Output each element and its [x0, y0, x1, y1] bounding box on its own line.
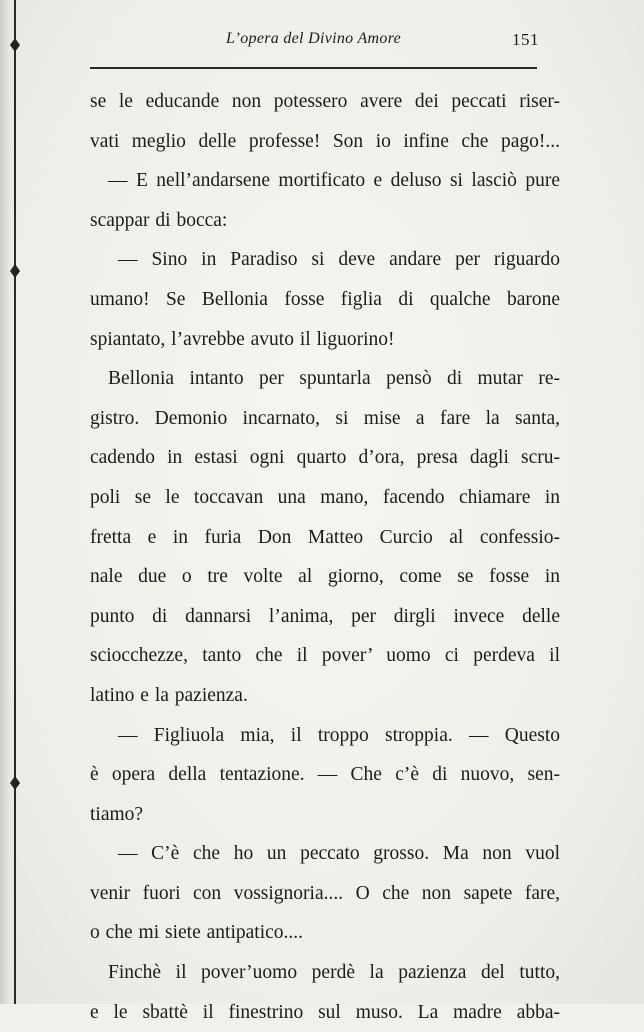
text-line: gistro. Demonio incarnato, si mise a fare la santa, [90, 407, 560, 429]
body-text [90, 82, 560, 1032]
text-line: vati meglio delle professe! Son io infine che pago!... [90, 130, 560, 152]
binding-thread-icon [8, 264, 22, 278]
text-line: o che mi siete antipatico.... [90, 922, 304, 944]
page-number: 151 [512, 30, 539, 49]
text-line: sciocchezze, tanto che il pover’ uomo ci perdeva il [90, 645, 560, 667]
header-rule [90, 67, 537, 69]
text-line: — E nell’andarsene mortificato e deluso si lasciò pure [108, 170, 560, 192]
text-line: cadendo in estasi ogni quarto d’ora, presa dagli scru- [90, 447, 560, 469]
text-line: è opera della tentazione. — Che c’è di nuovo, sen- [90, 764, 560, 786]
text-line: venir fuori con vossignoria.... O che non sapete fare, [90, 882, 560, 904]
page-header [0, 30, 644, 54]
text-line: nale due o tre volte al giorno, come se fosse in [90, 566, 560, 588]
text-line: punto di dannarsi l’anima, per dirgli invece delle [90, 605, 560, 627]
text-line: latino e la pazienza. [90, 684, 248, 706]
text-line: — Figliuola mia, il troppo stroppia. — Questo [118, 724, 560, 746]
text-line: umano! Se Bellonia fosse figlia di qualche barone [90, 288, 560, 310]
text-line: scappar di bocca: [90, 209, 228, 231]
text-line: fretta e in furia Don Matteo Curcio al confessio- [90, 526, 560, 548]
text-line: e le sbattè il finestrino sul muso. La madre abba- [90, 1001, 560, 1023]
text-line: Finchè il pover’uomo perdè la pazienza del tutto, [108, 962, 560, 984]
text-line: — C’è che ho un peccato grosso. Ma non vuol [118, 843, 560, 865]
text-line: spiantato, l’avrebbe avuto il liguorino! [90, 328, 395, 350]
text-line: poli se le toccavan una mano, facendo chiamare in [90, 486, 560, 508]
text-line: tiamo? [90, 803, 144, 825]
running-title: L’opera del Divino Amore [226, 30, 402, 47]
text-line: se le educande non potessero avere dei peccati riser- [90, 91, 560, 112]
binding-line [14, 0, 16, 1004]
binding-thread-icon [8, 776, 22, 790]
text-line: Bellonia intanto per spuntarla pensò di mutar re- [108, 368, 560, 390]
text-line: — Sino in Paradiso si deve andare per riguardo [118, 249, 560, 271]
